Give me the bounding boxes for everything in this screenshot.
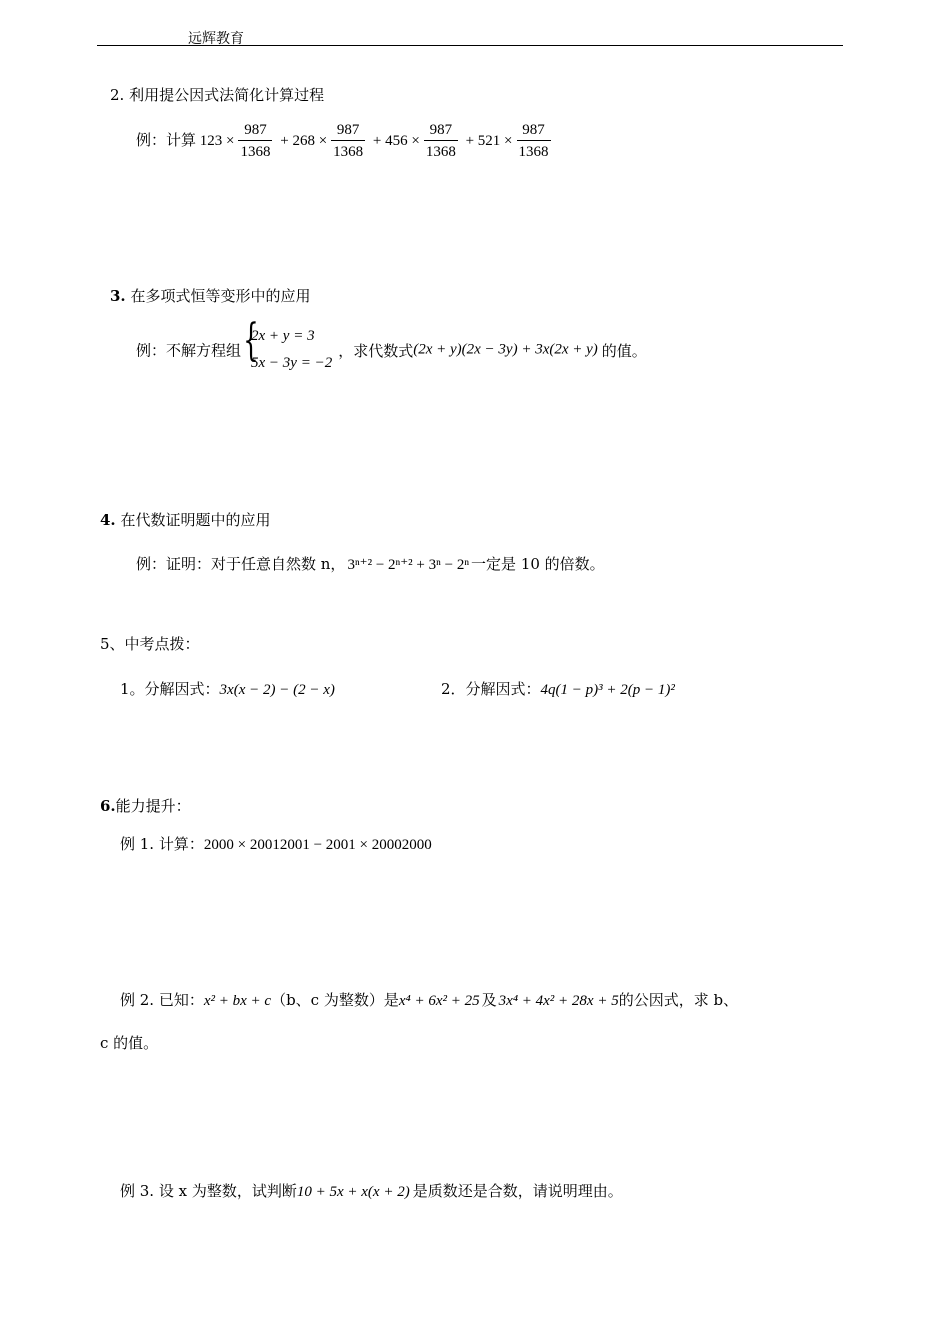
sec3-tail: 的值。 <box>601 341 647 360</box>
sec5-q1 <box>120 678 335 699</box>
sec2-fraction <box>517 120 551 163</box>
sec4-example-label: 例：证明：对于任意自然数 n， <box>136 555 346 573</box>
sec5-q1-expression: 3x(x − 2) − (2 − x) <box>219 682 335 698</box>
fraction-denominator: 1368 <box>238 140 272 163</box>
sec5-q2 <box>441 678 675 699</box>
sec6-ex2-mid-2: 及 <box>481 991 497 1009</box>
fraction-numerator: 987 <box>336 122 360 139</box>
sec2-term-coef: 123 × <box>199 133 235 149</box>
sec3-middle: ，求代数式 <box>338 341 414 360</box>
sec6-ex2-line2: c 的值。 <box>100 1034 159 1052</box>
sec6-title-text: 能力提升： <box>115 797 191 815</box>
sec6-ex3-expression: 10 + 5x + x(x + 2) <box>296 1184 410 1200</box>
equation-system <box>241 315 333 377</box>
sec5-q2-expression: 4q(1 − p)³ + 2(p − 1)² <box>540 682 675 698</box>
sec6-ex2-mid-1: （b、c 为整数）是 <box>271 991 399 1009</box>
sec2-fraction <box>424 120 458 163</box>
sec6-title <box>100 795 191 816</box>
equation-2: 5x − 3y = −2 <box>251 355 333 371</box>
sec2-title: 2. 利用提公因式法简化计算过程 <box>110 86 325 104</box>
fraction-denominator: 1368 <box>424 140 458 163</box>
sec2-example <box>136 117 555 164</box>
sec5-q2-label: 2．分解因式： <box>441 680 541 698</box>
fraction-numerator: 987 <box>429 122 453 139</box>
sec6-ex1-expression: 2000 × 20012001 − 2001 × 20002000 <box>203 837 432 853</box>
sec4-expression: 3ⁿ⁺² − 2ⁿ⁺² + 3ⁿ − 2ⁿ <box>347 557 470 573</box>
sec6-ex3-tail: 是质数还是合数，请说明理由。 <box>412 1182 623 1200</box>
fraction-numerator: 987 <box>244 122 267 139</box>
sec5-title: 5、中考点拨： <box>100 635 200 653</box>
sec6-ex3 <box>120 1180 623 1201</box>
header-rule <box>97 45 843 46</box>
sec3-expression: (2x + y)(2x − 3y) + 3x(2x + y) <box>413 341 598 358</box>
sec3-title <box>110 285 310 306</box>
header-org: 远辉教育 <box>188 31 244 47</box>
sec6-ex3-label: 例 3. 设 x 为整数，试判断 <box>120 1182 297 1200</box>
sec2-fraction <box>238 120 272 163</box>
fraction-denominator: 1368 <box>331 140 365 163</box>
left-brace-icon: { <box>243 315 259 366</box>
sec5-q1-label: 1。分解因式： <box>120 680 220 698</box>
sec6-ex2-label: 例 2. 已知： <box>120 991 204 1009</box>
equation-1: 2x + y = 3 <box>251 328 315 344</box>
sec6-ex1-label: 例 1. 计算： <box>120 835 204 853</box>
sec6-ex2-expression-3: 3x⁴ + 4x² + 28x + 5 <box>498 993 619 1009</box>
sec2-term-coef: + 521 × <box>465 133 513 149</box>
fraction-denominator: 1368 <box>517 140 551 163</box>
sec6-number: 6. <box>100 797 116 815</box>
sec4-title-text: 在代数证明题中的应用 <box>120 511 271 529</box>
sec6-ex1 <box>120 833 432 854</box>
sec4-number: 4. <box>100 511 116 529</box>
sec4-tail: 一定是 10 的倍数。 <box>471 555 605 573</box>
sec6-ex2 <box>120 989 738 1010</box>
sec2-fraction <box>331 120 365 163</box>
sec3-example-label: 例：不解方程组 <box>136 341 242 360</box>
fraction-numerator: 987 <box>522 122 545 139</box>
sec2-example-label: 例：计算 <box>136 131 197 149</box>
sec4-example <box>136 553 605 574</box>
sec3-number: 3. <box>110 287 126 305</box>
sec2-term-coef: + 456 × <box>372 133 420 149</box>
sec6-ex2-expression-1: x² + bx + c <box>203 993 272 1009</box>
sec6-ex2-expression-2: x⁴ + 6x² + 25 <box>398 993 480 1009</box>
sec3-example <box>136 315 647 377</box>
sec6-ex2-tail: 的公因式，求 b、 <box>618 991 739 1009</box>
sec3-title-text: 在多项式恒等变形中的应用 <box>130 287 311 305</box>
sec4-title <box>100 509 270 530</box>
sec2-term-coef: + 268 × <box>280 133 328 149</box>
